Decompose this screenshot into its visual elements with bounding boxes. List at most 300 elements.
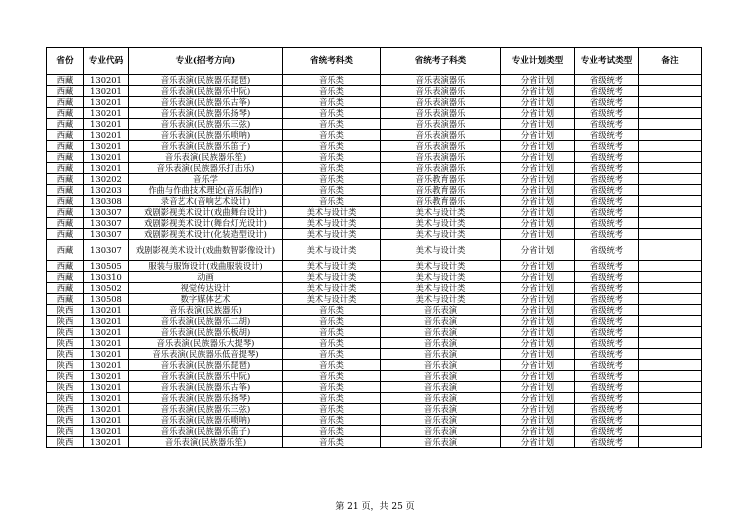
cell-exam-type: 省级统考 (575, 327, 639, 338)
cell-exam-subcategory: 音乐表演 (381, 338, 501, 349)
cell-major-code: 130201 (84, 360, 129, 371)
cell-province: 西藏 (47, 108, 84, 119)
table-row (47, 86, 702, 97)
cell-exam-subcategory: 音乐表演 (381, 327, 501, 338)
cell-major: 录音艺术(音响艺术设计) (129, 196, 283, 207)
cell-exam-type: 省级统考 (575, 338, 639, 349)
cell-exam-type: 省级统考 (575, 196, 639, 207)
cell-exam-subcategory: 美术与设计类 (381, 229, 501, 240)
table-row (47, 185, 702, 196)
cell-exam-category: 美术与设计类 (283, 294, 381, 305)
cell-province: 陕西 (47, 371, 84, 382)
cell-remarks (639, 272, 702, 283)
header-exam-type: 专业考试类型 (575, 48, 639, 75)
cell-province: 西藏 (47, 272, 84, 283)
cell-province: 陕西 (47, 404, 84, 415)
cell-remarks (639, 371, 702, 382)
cell-exam-type: 省级统考 (575, 349, 639, 360)
table-row (47, 261, 702, 272)
cell-exam-type: 省级统考 (575, 426, 639, 437)
cell-remarks (639, 207, 702, 218)
cell-plan-type: 分省计划 (501, 393, 575, 404)
cell-major-code: 130201 (84, 97, 129, 108)
cell-exam-type: 省级统考 (575, 86, 639, 97)
cell-major-code: 130201 (84, 415, 129, 426)
cell-exam-category: 音乐类 (283, 86, 381, 97)
cell-plan-type: 分省计划 (501, 415, 575, 426)
cell-exam-category: 美术与设计类 (283, 207, 381, 218)
cell-province: 西藏 (47, 283, 84, 294)
cell-exam-category: 音乐类 (283, 349, 381, 360)
cell-exam-category: 音乐类 (283, 75, 381, 86)
cell-plan-type: 分省计划 (501, 97, 575, 108)
cell-exam-type: 省级统考 (575, 163, 639, 174)
cell-remarks (639, 119, 702, 130)
table-row (47, 97, 702, 108)
cell-major: 音乐表演(民族器乐古筝) (129, 382, 283, 393)
cell-exam-category: 音乐类 (283, 316, 381, 327)
cell-exam-type: 省级统考 (575, 393, 639, 404)
cell-exam-type: 省级统考 (575, 272, 639, 283)
table-row (47, 152, 702, 163)
cell-remarks (639, 97, 702, 108)
cell-province: 西藏 (47, 163, 84, 174)
cell-plan-type: 分省计划 (501, 404, 575, 415)
cell-exam-subcategory: 音乐表演 (381, 382, 501, 393)
cell-major: 音乐表演(民族器乐古筝) (129, 97, 283, 108)
table-row (47, 141, 702, 152)
cell-exam-category: 音乐类 (283, 338, 381, 349)
cell-exam-type: 省级统考 (575, 174, 639, 185)
cell-exam-type: 省级统考 (575, 229, 639, 240)
cell-province: 西藏 (47, 240, 84, 261)
cell-remarks (639, 86, 702, 97)
cell-major: 音乐表演(民族器乐中阮) (129, 371, 283, 382)
cell-exam-type: 省级统考 (575, 415, 639, 426)
cell-major-code: 130201 (84, 382, 129, 393)
cell-remarks (639, 130, 702, 141)
table-row (47, 305, 702, 316)
cell-province: 西藏 (47, 119, 84, 130)
cell-plan-type: 分省计划 (501, 185, 575, 196)
cell-major-code: 130508 (84, 294, 129, 305)
cell-major: 音乐表演(民族器乐扬琴) (129, 108, 283, 119)
table-row (47, 108, 702, 119)
cell-major: 戏剧影视美术设计(化装造型设计) (129, 229, 283, 240)
cell-remarks (639, 240, 702, 261)
cell-province: 西藏 (47, 75, 84, 86)
admissions-table (46, 47, 702, 448)
cell-major: 作曲与作曲技术理论(音乐制作) (129, 185, 283, 196)
cell-remarks (639, 393, 702, 404)
cell-exam-category: 音乐类 (283, 437, 381, 448)
cell-exam-category: 音乐类 (283, 305, 381, 316)
cell-exam-type: 省级统考 (575, 108, 639, 119)
table-row (47, 174, 702, 185)
table-row (47, 382, 702, 393)
cell-major: 音乐表演(民族器乐扬琴) (129, 393, 283, 404)
cell-exam-subcategory: 音乐表演器乐 (381, 86, 501, 97)
table-row (47, 75, 702, 86)
cell-exam-type: 省级统考 (575, 305, 639, 316)
cell-major: 音乐表演(民族器乐琵琶) (129, 75, 283, 86)
cell-major: 音乐表演(民族器乐中阮) (129, 86, 283, 97)
cell-province: 陕西 (47, 327, 84, 338)
cell-major-code: 130201 (84, 349, 129, 360)
cell-remarks (639, 349, 702, 360)
cell-major-code: 130201 (84, 152, 129, 163)
cell-exam-type: 省级统考 (575, 404, 639, 415)
cell-province: 西藏 (47, 86, 84, 97)
cell-remarks (639, 415, 702, 426)
cell-plan-type: 分省计划 (501, 316, 575, 327)
cell-exam-category: 音乐类 (283, 327, 381, 338)
cell-major: 音乐表演(民族器乐琵琶) (129, 360, 283, 371)
cell-exam-category: 音乐类 (283, 97, 381, 108)
cell-remarks (639, 294, 702, 305)
cell-exam-type: 省级统考 (575, 97, 639, 108)
table-row (47, 371, 702, 382)
cell-province: 西藏 (47, 141, 84, 152)
header-remarks: 备注 (639, 48, 702, 75)
cell-major: 音乐表演(民族器乐二胡) (129, 316, 283, 327)
cell-plan-type: 分省计划 (501, 426, 575, 437)
cell-exam-subcategory: 音乐教育器乐 (381, 196, 501, 207)
cell-exam-category: 音乐类 (283, 360, 381, 371)
cell-plan-type: 分省计划 (501, 283, 575, 294)
cell-exam-category: 音乐类 (283, 185, 381, 196)
cell-exam-category: 美术与设计类 (283, 272, 381, 283)
cell-province: 西藏 (47, 207, 84, 218)
cell-major: 音乐表演(民族器乐打击乐) (129, 163, 283, 174)
cell-province: 西藏 (47, 294, 84, 305)
cell-exam-subcategory: 音乐表演器乐 (381, 108, 501, 119)
cell-exam-subcategory: 美术与设计类 (381, 272, 501, 283)
cell-province: 西藏 (47, 152, 84, 163)
table-row (47, 163, 702, 174)
cell-exam-type: 省级统考 (575, 437, 639, 448)
cell-remarks (639, 185, 702, 196)
cell-exam-subcategory: 音乐表演器乐 (381, 130, 501, 141)
table-header (47, 48, 702, 75)
cell-exam-subcategory: 美术与设计类 (381, 207, 501, 218)
cell-province: 陕西 (47, 316, 84, 327)
cell-remarks (639, 283, 702, 294)
cell-remarks (639, 196, 702, 207)
cell-plan-type: 分省计划 (501, 108, 575, 119)
table-row (47, 415, 702, 426)
cell-remarks (639, 108, 702, 119)
cell-exam-category: 音乐类 (283, 393, 381, 404)
cell-remarks (639, 316, 702, 327)
cell-exam-type: 省级统考 (575, 240, 639, 261)
cell-plan-type: 分省计划 (501, 218, 575, 229)
cell-remarks (639, 426, 702, 437)
cell-major: 戏剧影视美术设计(戏曲舞台设计) (129, 207, 283, 218)
cell-exam-subcategory: 音乐表演 (381, 360, 501, 371)
cell-major-code: 130201 (84, 371, 129, 382)
cell-major: 数字媒体艺术 (129, 294, 283, 305)
cell-remarks (639, 327, 702, 338)
cell-exam-subcategory: 音乐表演 (381, 426, 501, 437)
cell-exam-category: 美术与设计类 (283, 240, 381, 261)
cell-exam-type: 省级统考 (575, 185, 639, 196)
cell-major-code: 130201 (84, 86, 129, 97)
table-row (47, 437, 702, 448)
cell-plan-type: 分省计划 (501, 261, 575, 272)
cell-plan-type: 分省计划 (501, 75, 575, 86)
cell-exam-category: 美术与设计类 (283, 229, 381, 240)
table-row (47, 404, 702, 415)
cell-exam-type: 省级统考 (575, 283, 639, 294)
cell-exam-subcategory: 美术与设计类 (381, 261, 501, 272)
table-row (47, 196, 702, 207)
cell-exam-type: 省级统考 (575, 360, 639, 371)
cell-province: 陕西 (47, 437, 84, 448)
cell-exam-type: 省级统考 (575, 119, 639, 130)
cell-plan-type: 分省计划 (501, 272, 575, 283)
cell-province: 西藏 (47, 196, 84, 207)
cell-major: 音乐表演(民族器乐低音提琴) (129, 349, 283, 360)
cell-major: 服装与服饰设计(戏曲服装设计) (129, 261, 283, 272)
table-row (47, 130, 702, 141)
cell-exam-category: 美术与设计类 (283, 261, 381, 272)
cell-plan-type: 分省计划 (501, 327, 575, 338)
cell-exam-subcategory: 美术与设计类 (381, 218, 501, 229)
table-row (47, 119, 702, 130)
cell-exam-subcategory: 美术与设计类 (381, 283, 501, 294)
cell-remarks (639, 338, 702, 349)
cell-major: 音乐表演(民族器乐三弦) (129, 119, 283, 130)
cell-province: 陕西 (47, 338, 84, 349)
table-row (47, 426, 702, 437)
table-row (47, 240, 702, 261)
cell-plan-type: 分省计划 (501, 163, 575, 174)
cell-major-code: 130201 (84, 393, 129, 404)
cell-exam-subcategory: 音乐表演器乐 (381, 163, 501, 174)
cell-remarks (639, 305, 702, 316)
cell-major-code: 130201 (84, 316, 129, 327)
cell-province: 西藏 (47, 218, 84, 229)
cell-major-code: 130201 (84, 305, 129, 316)
cell-province: 陕西 (47, 382, 84, 393)
cell-plan-type: 分省计划 (501, 119, 575, 130)
cell-remarks (639, 360, 702, 371)
cell-exam-subcategory: 美术与设计类 (381, 294, 501, 305)
cell-plan-type: 分省计划 (501, 240, 575, 261)
header-row (47, 48, 702, 75)
cell-remarks (639, 174, 702, 185)
cell-major-code: 130201 (84, 426, 129, 437)
cell-plan-type: 分省计划 (501, 371, 575, 382)
cell-province: 西藏 (47, 97, 84, 108)
cell-plan-type: 分省计划 (501, 437, 575, 448)
header-exam-category: 省统考科类 (283, 48, 381, 75)
header-major-code: 专业代码 (84, 48, 129, 75)
cell-exam-subcategory: 音乐表演 (381, 305, 501, 316)
cell-remarks (639, 404, 702, 415)
cell-remarks (639, 163, 702, 174)
cell-province: 陕西 (47, 415, 84, 426)
cell-major: 动画 (129, 272, 283, 283)
table-row (47, 360, 702, 371)
cell-remarks (639, 229, 702, 240)
cell-major-code: 130201 (84, 141, 129, 152)
cell-exam-subcategory: 音乐表演 (381, 415, 501, 426)
cell-major: 视觉传达设计 (129, 283, 283, 294)
table-row (47, 229, 702, 240)
cell-exam-category: 音乐类 (283, 404, 381, 415)
cell-exam-type: 省级统考 (575, 152, 639, 163)
cell-major-code: 130201 (84, 404, 129, 415)
cell-province: 西藏 (47, 229, 84, 240)
cell-major-code: 130201 (84, 119, 129, 130)
cell-exam-category: 音乐类 (283, 152, 381, 163)
cell-plan-type: 分省计划 (501, 141, 575, 152)
table-row (47, 316, 702, 327)
cell-major: 戏剧影视美术设计(戏曲数智影像设计) (129, 240, 283, 261)
cell-exam-subcategory: 音乐表演 (381, 371, 501, 382)
cell-exam-subcategory: 音乐表演 (381, 404, 501, 415)
cell-major: 音乐表演(民族器乐大提琴) (129, 338, 283, 349)
cell-exam-category: 音乐类 (283, 371, 381, 382)
cell-province: 陕西 (47, 393, 84, 404)
cell-remarks (639, 218, 702, 229)
cell-remarks (639, 75, 702, 86)
cell-exam-subcategory: 音乐表演器乐 (381, 97, 501, 108)
cell-major: 音乐表演(民族器乐唢呐) (129, 415, 283, 426)
cell-exam-category: 音乐类 (283, 141, 381, 152)
cell-plan-type: 分省计划 (501, 196, 575, 207)
cell-major: 音乐表演(民族器乐) (129, 305, 283, 316)
cell-major-code: 130201 (84, 108, 129, 119)
table-row (47, 207, 702, 218)
cell-major-code: 130310 (84, 272, 129, 283)
cell-major-code: 130203 (84, 185, 129, 196)
table-row (47, 272, 702, 283)
cell-province: 陕西 (47, 426, 84, 437)
cell-plan-type: 分省计划 (501, 305, 575, 316)
admissions-table-sheet (46, 47, 701, 448)
cell-major: 音乐表演(民族器乐板胡) (129, 327, 283, 338)
cell-exam-type: 省级统考 (575, 75, 639, 86)
cell-major: 音乐表演(民族器乐笙) (129, 152, 283, 163)
header-province: 省份 (47, 48, 84, 75)
table-row (47, 294, 702, 305)
cell-exam-type: 省级统考 (575, 382, 639, 393)
cell-province: 西藏 (47, 261, 84, 272)
cell-exam-category: 音乐类 (283, 108, 381, 119)
cell-province: 陕西 (47, 360, 84, 371)
cell-exam-category: 音乐类 (283, 119, 381, 130)
cell-major-code: 130308 (84, 196, 129, 207)
cell-province: 西藏 (47, 185, 84, 196)
cell-plan-type: 分省计划 (501, 294, 575, 305)
cell-major-code: 130307 (84, 218, 129, 229)
cell-major: 音乐表演(民族器乐笙) (129, 437, 283, 448)
cell-province: 陕西 (47, 349, 84, 360)
cell-plan-type: 分省计划 (501, 382, 575, 393)
cell-exam-category: 音乐类 (283, 196, 381, 207)
cell-major-code: 130201 (84, 75, 129, 86)
cell-major-code: 130307 (84, 229, 129, 240)
page-footer: 第 21 页，共 25 页 (335, 502, 415, 512)
cell-exam-category: 音乐类 (283, 174, 381, 185)
cell-major-code: 130502 (84, 283, 129, 294)
table-row (47, 218, 702, 229)
table-row (47, 338, 702, 349)
cell-province: 西藏 (47, 130, 84, 141)
cell-plan-type: 分省计划 (501, 152, 575, 163)
cell-plan-type: 分省计划 (501, 130, 575, 141)
cell-exam-subcategory: 音乐表演 (381, 437, 501, 448)
cell-exam-subcategory: 音乐表演 (381, 349, 501, 360)
table-row (47, 327, 702, 338)
cell-remarks (639, 382, 702, 393)
cell-exam-subcategory: 音乐教育器乐 (381, 185, 501, 196)
cell-major-code: 130307 (84, 240, 129, 261)
cell-exam-type: 省级统考 (575, 294, 639, 305)
cell-exam-category: 美术与设计类 (283, 218, 381, 229)
cell-plan-type: 分省计划 (501, 338, 575, 349)
cell-exam-category: 音乐类 (283, 130, 381, 141)
table-row (47, 349, 702, 360)
cell-exam-subcategory: 音乐教育器乐 (381, 174, 501, 185)
cell-remarks (639, 141, 702, 152)
cell-major: 音乐表演(民族器乐三弦) (129, 404, 283, 415)
cell-exam-type: 省级统考 (575, 261, 639, 272)
cell-major-code: 130201 (84, 327, 129, 338)
cell-major-code: 130201 (84, 437, 129, 448)
cell-major-code: 130307 (84, 207, 129, 218)
cell-exam-subcategory: 音乐表演器乐 (381, 75, 501, 86)
cell-plan-type: 分省计划 (501, 349, 575, 360)
cell-major-code: 130201 (84, 130, 129, 141)
cell-exam-type: 省级统考 (575, 141, 639, 152)
cell-plan-type: 分省计划 (501, 207, 575, 218)
cell-exam-type: 省级统考 (575, 130, 639, 141)
cell-exam-subcategory: 美术与设计类 (381, 240, 501, 261)
cell-exam-type: 省级统考 (575, 207, 639, 218)
cell-exam-category: 音乐类 (283, 426, 381, 437)
header-plan-type: 专业计划类型 (501, 48, 575, 75)
cell-major-code: 130505 (84, 261, 129, 272)
cell-exam-category: 音乐类 (283, 163, 381, 174)
cell-exam-subcategory: 音乐表演器乐 (381, 119, 501, 130)
cell-exam-type: 省级统考 (575, 371, 639, 382)
table-body (47, 75, 702, 448)
cell-province: 西藏 (47, 174, 84, 185)
cell-remarks (639, 437, 702, 448)
cell-exam-type: 省级统考 (575, 218, 639, 229)
cell-plan-type: 分省计划 (501, 174, 575, 185)
cell-major-code: 130202 (84, 174, 129, 185)
header-major: 专业(招考方向) (129, 48, 283, 75)
cell-remarks (639, 152, 702, 163)
cell-exam-subcategory: 音乐表演 (381, 393, 501, 404)
cell-exam-subcategory: 音乐表演器乐 (381, 152, 501, 163)
cell-plan-type: 分省计划 (501, 86, 575, 97)
cell-exam-category: 美术与设计类 (283, 283, 381, 294)
cell-plan-type: 分省计划 (501, 360, 575, 371)
cell-major-code: 130201 (84, 163, 129, 174)
cell-exam-subcategory: 音乐表演器乐 (381, 141, 501, 152)
cell-exam-subcategory: 音乐表演 (381, 316, 501, 327)
cell-major: 音乐学 (129, 174, 283, 185)
cell-exam-category: 音乐类 (283, 382, 381, 393)
table-row (47, 393, 702, 404)
cell-major: 戏剧影视美术设计(舞台灯光设计) (129, 218, 283, 229)
